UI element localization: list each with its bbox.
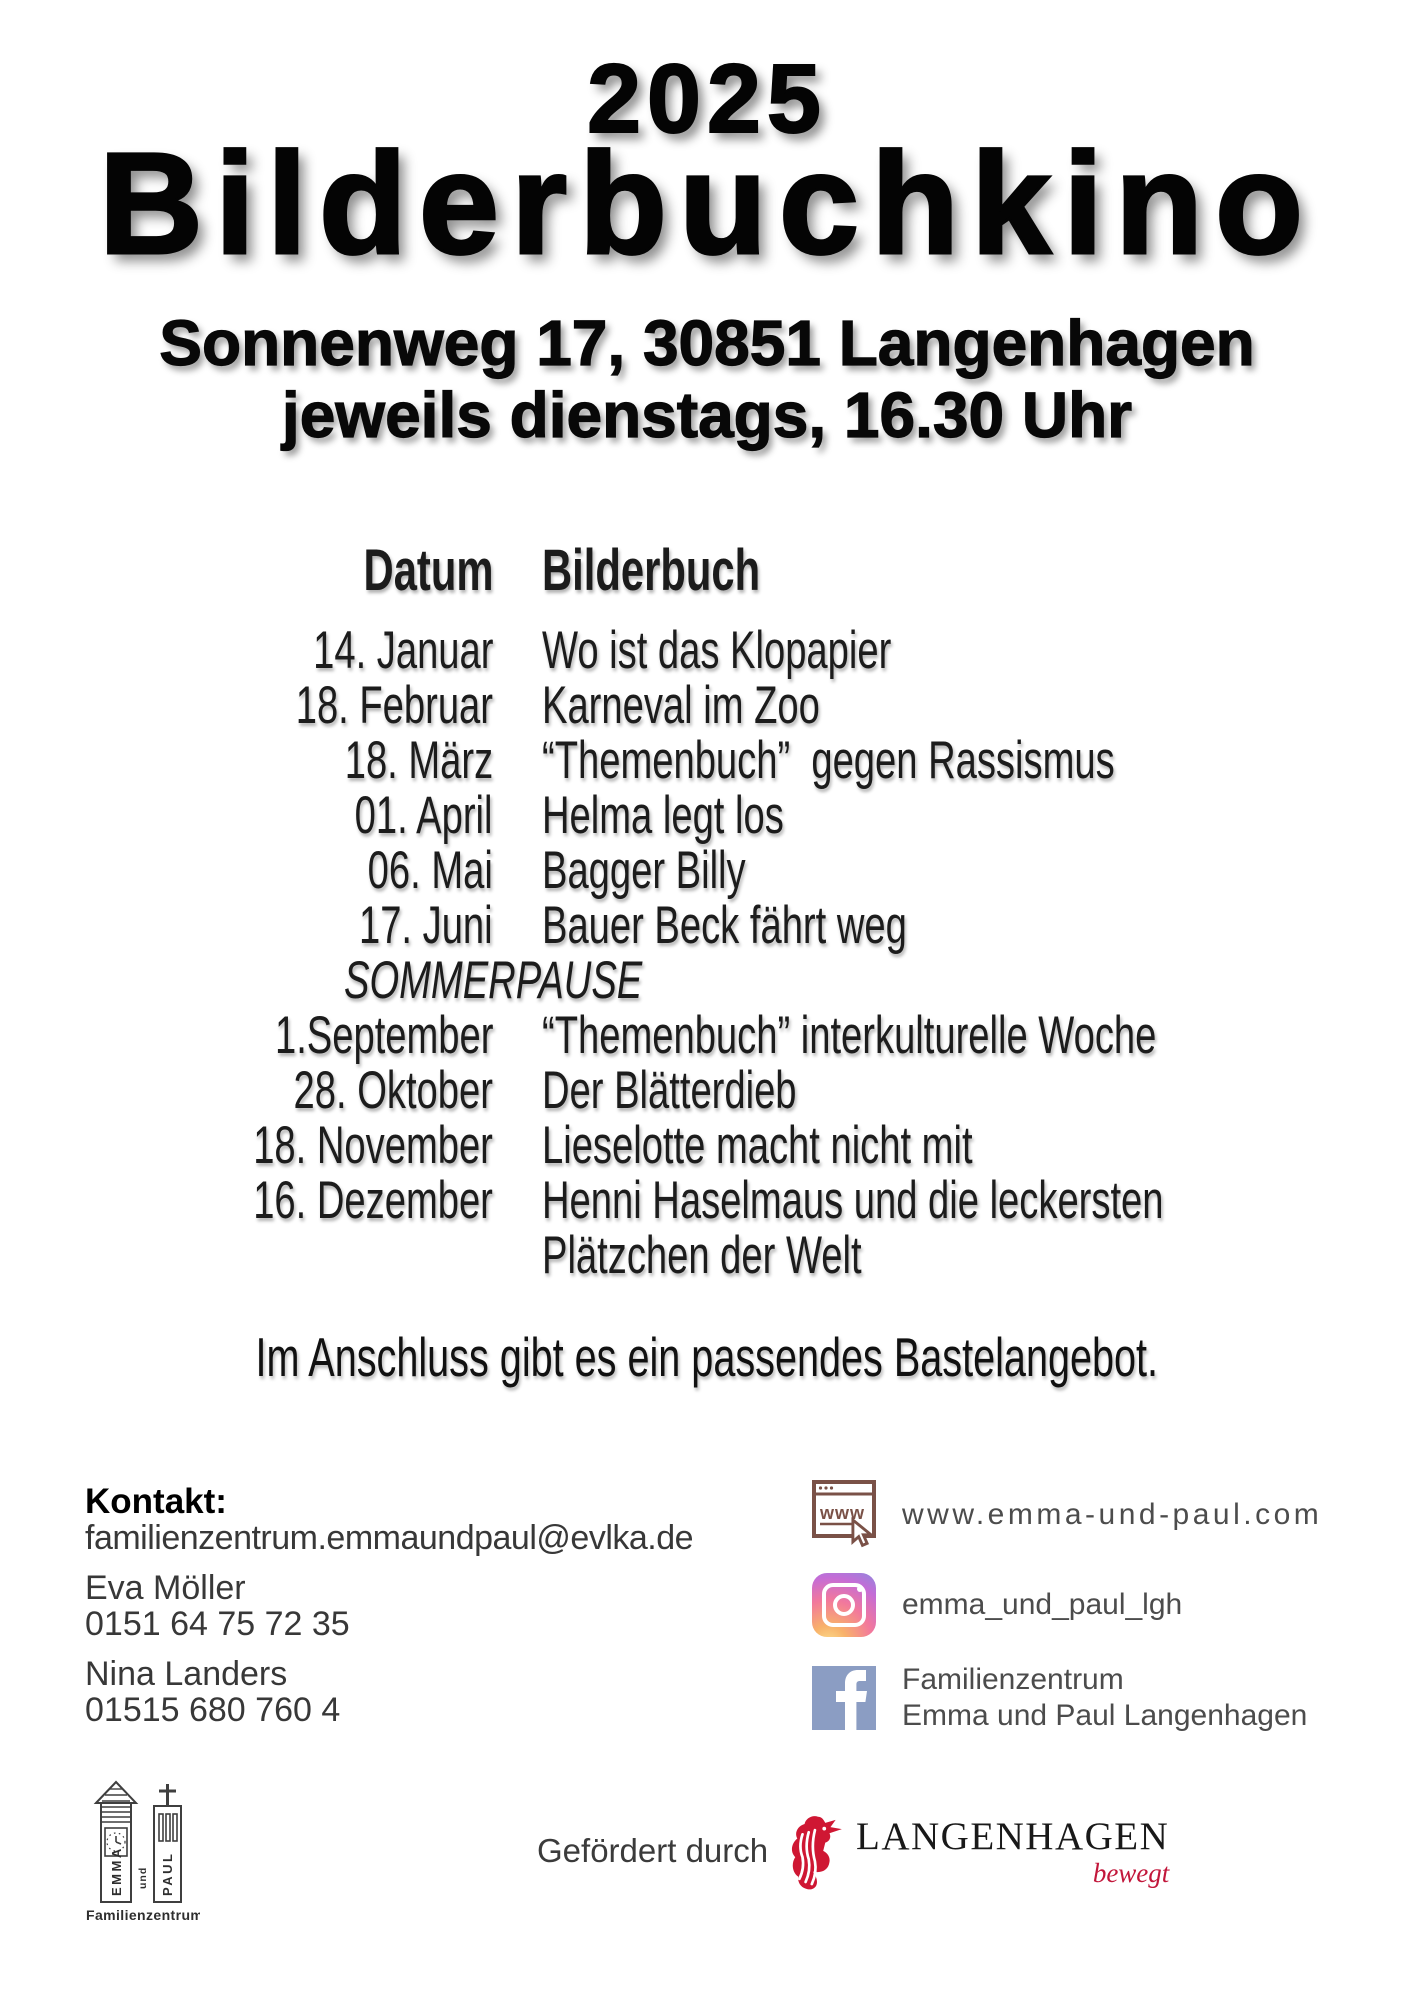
city-logo-text xyxy=(846,1815,1169,1887)
svg-text:EMMA: EMMA xyxy=(109,1846,124,1896)
schedule-row xyxy=(93,1063,1162,1118)
schedule-book: Lieselotte macht nicht mit xyxy=(542,1116,973,1175)
instagram-handle: emma_und_paul_lgh xyxy=(902,1588,1183,1621)
schedule-date: 17. Juni xyxy=(359,896,493,955)
instagram-icon xyxy=(812,1573,876,1637)
schedule-row xyxy=(93,733,1162,788)
schedule-date: 18. November xyxy=(253,1116,493,1175)
schedule-book: “Themenbuch” interkulturelle Woche xyxy=(542,1006,1157,1065)
summer-pause-row: SOMMERPAUSE xyxy=(343,951,643,1010)
schedule-date: 18. Februar xyxy=(295,676,493,735)
facebook-name: Familienzentrum Emma und Paul Langenhagen xyxy=(902,1663,1308,1732)
svg-text:und: und xyxy=(137,1866,149,1889)
schedule-date xyxy=(93,1228,493,1283)
schedule-book: Plätzchen der Welt xyxy=(542,1226,862,1285)
svg-text:PAUL: PAUL xyxy=(160,1851,175,1896)
page-title: Bilderbuchkino xyxy=(98,123,1316,284)
familienzentrum-logo xyxy=(76,1776,200,1933)
instagram-row xyxy=(812,1572,1322,1638)
year-heading: 2025 xyxy=(587,44,827,153)
contact-heading: Kontakt: xyxy=(85,1482,227,1521)
lion-icon xyxy=(788,1815,846,1893)
svg-text:www: www xyxy=(820,1502,866,1523)
funding-label: Gefördert durch xyxy=(537,1832,769,1869)
city-name: LANGENHAGEN xyxy=(856,1815,1170,1858)
schedule-date: 01. April xyxy=(355,786,493,845)
website-icon-box xyxy=(812,1478,878,1553)
note-line: Im Anschluss gibt es ein passendes Bastelangebot. xyxy=(255,1326,1159,1388)
schedule-row xyxy=(93,843,1162,898)
cursor-arrow-icon xyxy=(853,1520,871,1545)
website-url: www.emma-und-paul.com xyxy=(902,1498,1323,1531)
schedule-date: 16. Dezember xyxy=(253,1171,493,1230)
schedule-book: Wo ist das Klopapier xyxy=(542,621,892,680)
schedule-date: 28. Oktober xyxy=(293,1061,493,1120)
schedule-row xyxy=(93,623,1162,678)
church-towers-icon xyxy=(76,1776,200,1928)
schedule-row xyxy=(93,1228,1162,1283)
schedule-book: Henni Haselmaus und die leckersten xyxy=(542,1171,1164,1230)
instagram-camera-flash xyxy=(857,1586,863,1592)
column-header-book: Bilderbuch xyxy=(542,538,761,603)
facebook-row xyxy=(812,1664,1322,1732)
schedule-date: 06. Mai xyxy=(367,841,493,900)
subtitle xyxy=(0,307,1414,451)
svg-text:Familienzentrum: Familienzentrum xyxy=(86,1907,200,1923)
schedule-book: Helma legt los xyxy=(542,786,784,845)
facebook-icon-box xyxy=(812,1666,878,1730)
schedule-table xyxy=(93,538,1164,1285)
schedule-row xyxy=(93,1173,1162,1228)
schedule-date: 18. März xyxy=(344,731,493,790)
contact-person1-phone: 0151 64 75 72 35 xyxy=(85,1605,350,1643)
schedule-row xyxy=(93,678,1162,733)
subtitle-address: Sonnenweg 17, 30851 Langenhagen xyxy=(159,307,1255,379)
schedule-book: Bauer Beck fährt weg xyxy=(542,896,907,955)
contact-person2-phone: 01515 680 760 4 xyxy=(85,1691,341,1729)
website-row xyxy=(812,1480,1322,1550)
facebook-icon xyxy=(812,1666,876,1730)
city-tagline: bewegt xyxy=(1092,1858,1170,1888)
schedule-book: Der Blätterdieb xyxy=(542,1061,797,1120)
subtitle-time: jeweils dienstags, 16.30 Uhr xyxy=(281,379,1133,451)
contact-person1-name: Eva Möller xyxy=(85,1569,246,1607)
schedule-date: 1.September xyxy=(274,1006,493,1065)
schedule-header-row xyxy=(93,538,1162,603)
schedule-row xyxy=(93,1118,1162,1173)
schedule-row xyxy=(93,788,1162,843)
schedule-row xyxy=(93,1008,1162,1063)
instagram-camera-lens xyxy=(833,1594,855,1616)
schedule-book: Karneval im Zoo xyxy=(542,676,820,735)
schedule-book: Bagger Billy xyxy=(542,841,746,900)
links-block xyxy=(812,1480,1322,1732)
contact-block xyxy=(85,1484,693,1728)
schedule-rows xyxy=(93,623,1162,1283)
schedule-book: “Themenbuch” gegen Rassismus xyxy=(542,731,1115,790)
column-header-date: Datum xyxy=(363,538,493,603)
instagram-icon-box xyxy=(812,1573,878,1637)
contact-email: familienzentrum.emmaundpaul@evlka.de xyxy=(85,1519,694,1557)
schedule-date: 14. Januar xyxy=(312,621,493,680)
header xyxy=(0,44,1414,451)
contact-person2-name: Nina Landers xyxy=(85,1655,288,1693)
browser-www-icon xyxy=(812,1478,878,1548)
schedule-row xyxy=(93,898,1162,953)
city-logo xyxy=(788,1815,1169,1893)
